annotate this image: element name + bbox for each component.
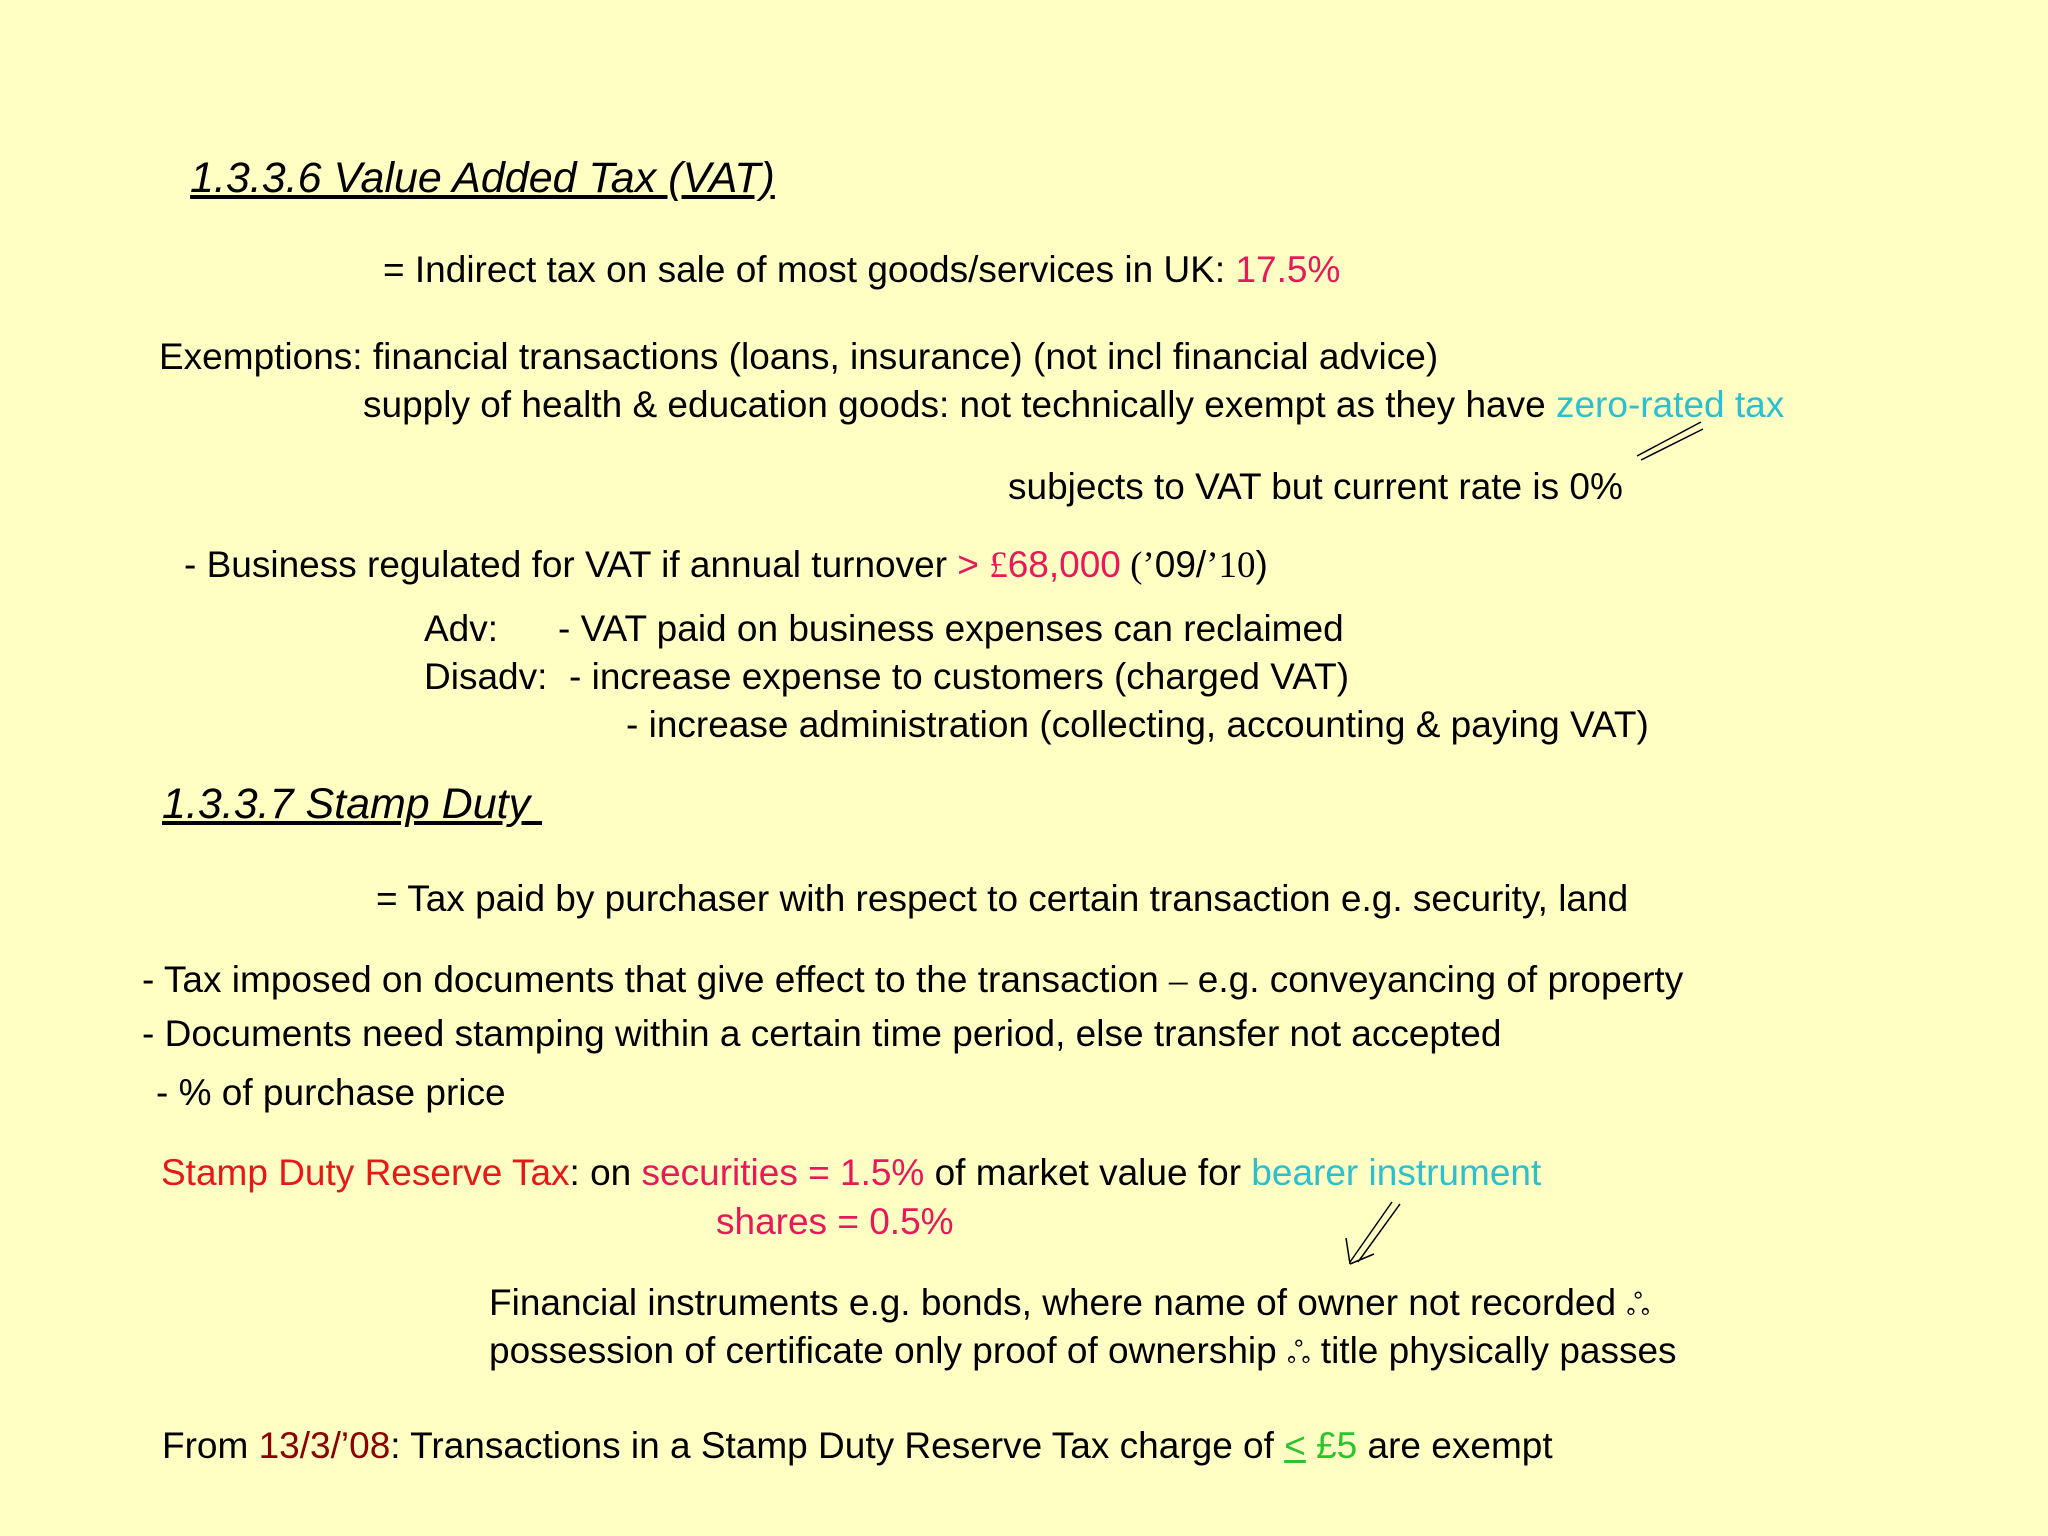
sdrt-mid: of market value for [924,1152,1252,1193]
sdrt-line [161,1154,1541,1191]
zero-rated-note: subjects to VAT but current rate is 0% [1008,466,1623,507]
vat-year-close: ) [1255,544,1268,585]
stamp-duty-point-1 [142,961,1683,999]
adv-text: - VAT paid on business expenses can reclaimed [558,608,1344,649]
vat-exemptions-line2-text: supply of health & education goods: not technically exempt as they have [363,384,1556,425]
therefore-icon: ஃ [1286,1337,1311,1370]
point1-text-a: - Tax imposed on documents that give effect to the transaction [142,959,1170,1000]
vat-threshold-amount: 68,000 [1007,544,1121,585]
vat-threshold-prefix: - Business regulated for VAT if annual turnover [184,544,958,585]
bearer-note-line1 [489,1284,1650,1321]
adv-label: Adv: [424,608,499,649]
zero-rated-tax: zero-rated tax [1555,384,1785,425]
point1-dash: – [1169,960,1188,1001]
double-arrow-icon [1635,420,1705,460]
from-date: 13/3/’08 [258,1425,391,1466]
pound-sign: £ [989,545,1008,586]
sdrt-securities: securities = 1.5% [641,1152,925,1193]
vat-year-open: (’ [1120,545,1155,586]
stamp-duty-definition: = Tax paid by purchaser with respect to certain transaction e.g. security, land [376,878,1629,919]
vat-rate: 17.5% [1235,249,1341,290]
vat-heading: 1.3.3.6 Value Added Tax (VAT) [190,154,775,202]
vat-definition-text: = Indirect tax on sale of most goods/services in UK: [383,249,1236,290]
vat-threshold [184,546,1268,584]
disadv-label: Disadv: [424,656,548,697]
vat-exemptions-line2 [363,386,1784,423]
bearer-instrument: bearer instrument [1251,1152,1542,1193]
bearer-note-text-2a: possession of certificate only proof of ownership [489,1330,1287,1371]
vat-threshold-gt: > [957,544,990,585]
vat-exemptions-line1: Exemptions: financial transactions (loans, insurance) (not incl financial advice) [159,336,1439,377]
from-amount: £5 [1305,1425,1358,1466]
vat-definition [383,251,1340,288]
bearer-note-line2 [489,1332,1677,1369]
disadv-text-1: - increase expense to customers (charged VAT) [569,656,1350,697]
vat-year-09: 09/ [1154,544,1207,585]
sdrt-label: Stamp Duty Reserve Tax [161,1152,570,1193]
stamp-duty-point-2: - Documents need stamping within a certain time period, else transfer not accepted [142,1013,1502,1054]
from-suffix: are exempt [1357,1425,1553,1466]
disadv-text-2: - increase administration (collecting, accounting & paying VAT) [626,704,1649,745]
bearer-note-text-2b: title physically passes [1310,1330,1677,1371]
vat-year-10: ’10 [1206,545,1256,586]
from-mid: : Transactions in a Stamp Duty Reserve Tax charge of [390,1425,1285,1466]
bearer-note-text-1: Financial instruments e.g. bonds, where name of owner not recorded [489,1282,1627,1323]
from-le: < [1284,1425,1306,1466]
stamp-duty-heading: 1.3.3.7 Stamp Duty [162,780,543,828]
therefore-icon: ஃ [1626,1289,1650,1322]
point1-text-b: e.g. conveyancing of property [1187,959,1684,1000]
from-line [162,1427,1553,1464]
sdrt-colon: : on [569,1152,642,1193]
stamp-duty-point-3: - % of purchase price [156,1072,506,1113]
double-arrow-icon [1344,1200,1402,1266]
sdrt-shares: shares = 0.5% [716,1201,954,1242]
from-prefix: From [162,1425,259,1466]
